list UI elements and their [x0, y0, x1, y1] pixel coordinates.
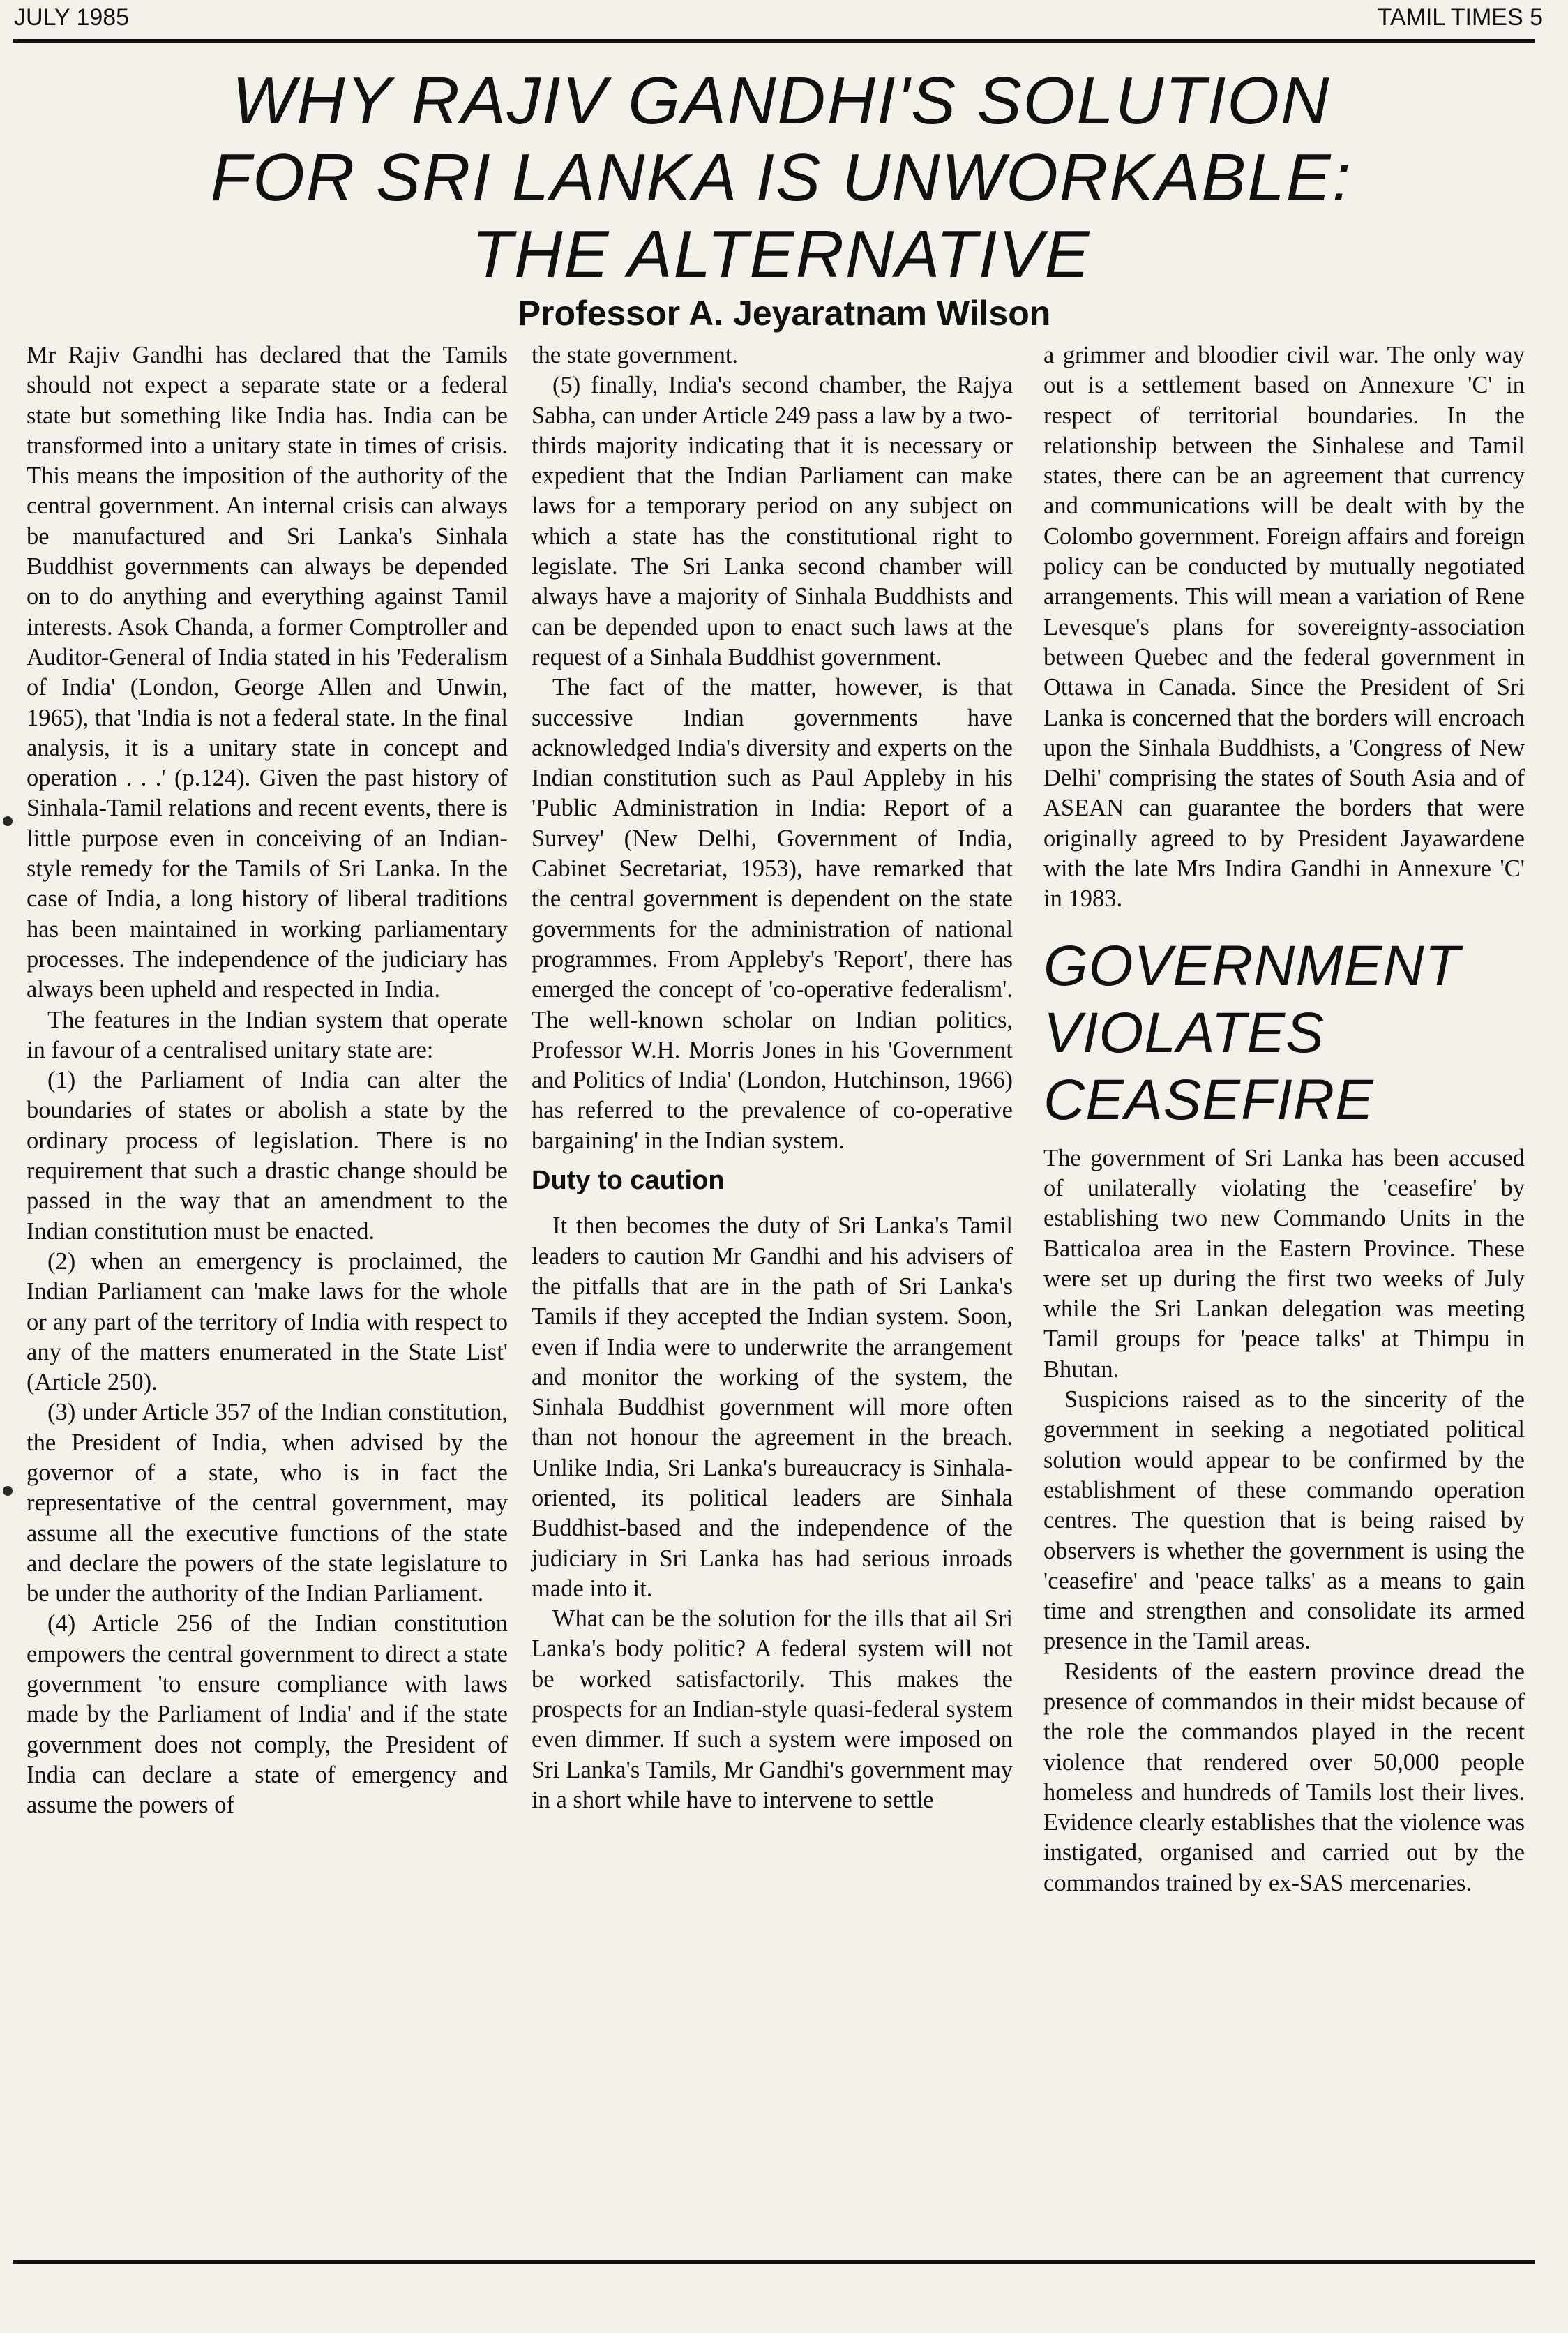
binding-hole — [3, 816, 13, 826]
sidebar-headline: GOVERNMENT VIOLATES CEASEFIRE — [1043, 933, 1461, 1132]
paragraph: It then becomes the duty of Sri Lanka's Tamil leaders to caution Mr Gandhi and his advisers of the pitfalls that are in the path of Sri Lanka's Tamils if they accepted the Indian system. Soon, even if India were to underwrite the arrangement and monitor the working of the system, the Sinhala Buddhist government will more often than not honour the agreement in the breach. Unlike India, Sri Lanka's bureaucracy is Sinhala-oriented, its political leaders are Sinhala Buddhist-based and the independence of the judiciary in Sri Lanka has had serious inroads made into it. — [532, 1213, 1013, 1602]
paragraph: (1) the Parliament of India can alter the boundaries of states or abolish a state by the ordinary process of legislation. There is no requirement that such a drastic change should be passed in the way that an amendment to the Indian constitution must be enacted. — [27, 1067, 508, 1245]
paragraph: Residents of the eastern province dread the presence of commandos in their midst because of the role the commandos played in the recent violence that rendered over 50,000 people homeless and hundreds of Tamils lost their lives. Evidence clearly establishes that the violence was instigated, organised and carried out by the commandos trained by ex-SAS mercenaries. — [1043, 1658, 1525, 1896]
bottom-rule — [13, 2260, 1535, 2264]
paragraph: a grimmer and bloodier civil war. The only way out is a settlement based on Annexure 'C' in respect of territorial boundaries. In the relationship between the Sinhalese and Tamil states, there can be an agreement that currency and communications will be dealt with by the Colombo government. Foreign affairs and foreign policy can be conducted by mutually negotiated arrangements. This will mean a variation of Rene Levesque's plans for sovereignty-association between Quebec and the federal government in Ottawa in Canada. Since the President of Sri Lanka is concerned that the borders will encroach upon the Sinhala Buddhists, a 'Congress of New Delhi' comprising the states of South Asia and of ASEAN can guarantee the borders that were originally agreed to by President Jayawardene with the late Mrs Indira Gandhi in Annexure 'C' in 1983. — [1043, 342, 1525, 913]
paragraph: The features in the Indian system that operate in favour of a centralised unitary state are: — [27, 1006, 508, 1063]
article-column-2 — [532, 340, 1013, 1815]
paragraph: Suspicions raised as to the sincerity of the government in seeking a negotiated political solution would appear to be confirmed by the establishment of these commando operation centres. The question that is being raised by observers is whether the government is using the 'ceasefire' and 'peace talks' as a means to gain time and strengthen and consolidate its armed presence in the Tamil areas. — [1043, 1386, 1525, 1655]
paragraph: What can be the solution for the ills that ail Sri Lanka's body politic? A federal system will not be worked satisfactorily. This makes the prospects for an Indian-style quasi-federal system even dimmer. If such a system were imposed on Sri Lanka's Tamils, Mr Gandhi's government may in a short while have to intervene to settle — [532, 1605, 1013, 1813]
paragraph: The government of Sri Lanka has been accused of unilaterally violating the 'ceasefire' by establishing two new Commando Units in the Batticaloa area in the Eastern Province. These were set up during the first two weeks of July while the Sri Lankan delegation was meeting Tamil groups for 'peace talks' at Thimpu in Bhutan. — [1043, 1144, 1525, 1383]
issue-date: JULY 1985 — [14, 4, 130, 31]
article-headline: WHY RAJIV GANDHI'S SOLUTION FOR SRI LANKA IS UNWORKABLE: THE ALTERNATIVE — [210, 63, 1352, 292]
paragraph: (3) under Article 357 of the Indian constitution, the President of India, when advised by the governor of a state, who is in fact the representative of the central government, may assume all the executive functions of the state and declare the powers of the state legislature to be under the authority of the Indian Parliament. — [27, 1399, 508, 1607]
masthead — [0, 0, 1568, 40]
article-column-1 — [27, 340, 508, 1821]
paragraph: (2) when an emergency is proclaimed, the Indian Parliament can 'make laws for the whole or any part of the territory of India with respect to any of the matters enumerated in the State List' (Article 250). — [27, 1247, 508, 1396]
paragraph: Mr Rajiv Gandhi has declared that the Tamils should not expect a separate state or a federal state but something like India has. India can be transformed into a unitary state in times of crisis. This means the imposition of the authority of the central government. An internal crisis can always be manufactured and Sri Lanka's Sinhala Buddhist governments can always be depended on to do anything and everything against Tamil interests. Asok Chanda, a former Comptroller and Auditor-General of India stated in his 'Federalism of India' (London, George Allen and Unwin, 1965), that 'India is not a federal state. In the final analysis, it is a unitary state in concept and operation . . .' (p.124). Given the past history of Sinhala-Tamil relations and recent events, there is little purpose even in conceiving of an Indian-style remedy for the Tamils of Sri Lanka. In the case of India, a long history of liberal traditions has been maintained in working parliamentary processes. The independence of the judiciary has always been upheld and respected in India. — [27, 342, 508, 1003]
top-rule — [13, 39, 1535, 43]
article-column-3 — [1043, 340, 1525, 1898]
byline: Professor A. Jeyaratnam Wilson — [517, 294, 1051, 333]
publication-page: TAMIL TIMES 5 — [1377, 4, 1543, 31]
binding-hole — [3, 1486, 13, 1496]
section-subhead: Duty to caution — [532, 1166, 725, 1196]
paragraph: the state government. — [532, 342, 739, 368]
paragraph: (4) Article 256 of the Indian constitution empowers the central government to direct a state government 'to ensure compliance with laws made by the Parliament of India' and if the state government does not comply, the President of India can declare a state of emergency and assume the powers of — [27, 1610, 508, 1819]
paragraph: The fact of the matter, however, is that successive Indian governments have acknowledged India's diversity and experts on the Indian constitution such as Paul Appleby in his 'Public Administration in India: Report of a Survey' (New Delhi, Government of India, Cabinet Secretariat, 1953), have remarked that the central government is dependent on the state governments for the administration of national programmes. From Appleby's 'Report', there has emerged the concept of 'co-operative federalism'. The well-known scholar on Indian politics, Professor W.H. Morris Jones in his 'Government and Politics of India' (London, Hutchinson, 1966) has referred to the prevalence of co-operative bargaining' in the Indian system. — [532, 674, 1013, 1154]
paragraph: (5) finally, India's second chamber, the Rajya Sabha, can under Article 249 pass a law by a two-thirds majority indicating that it is necessary or expedient that the Indian Parliament can make laws for a temporary period on any subject on which a state has the constitutional right to legislate. The Sri Lanka second chamber will always have a majority of Sinhala Buddhists and can be depended upon to enact such laws at the request of a Sinhala Buddhist government. — [532, 372, 1013, 670]
